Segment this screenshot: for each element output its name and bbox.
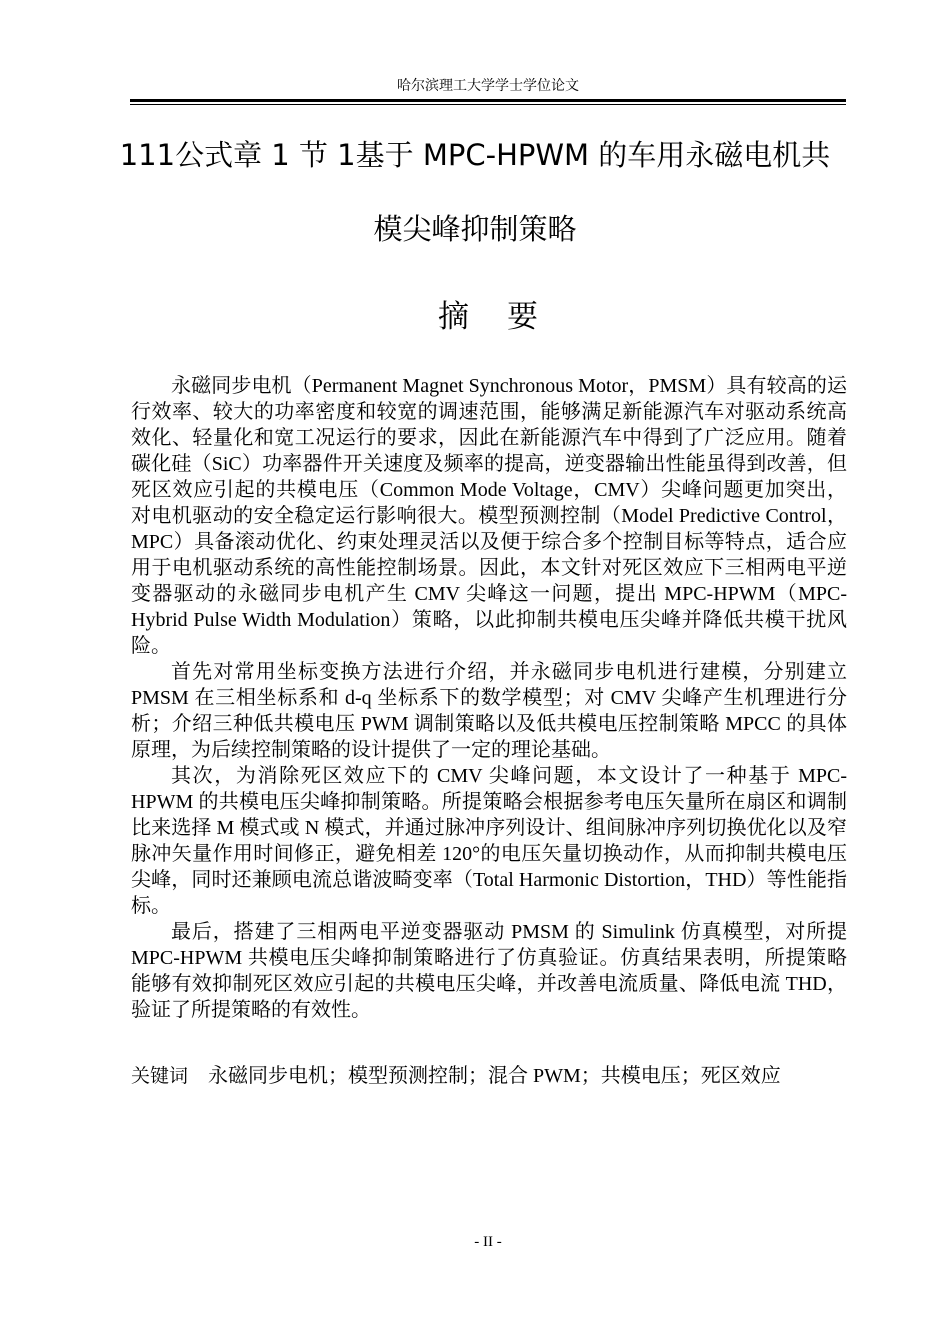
keywords-label: 关键词	[131, 1065, 189, 1087]
keywords-block	[131, 1063, 847, 1089]
header-rule-thin	[130, 104, 846, 105]
abstract-paragraph-1: 永磁同步电机（Permanent Magnet Synchronous Motor，PMSM）具有较高的运行效率、较大的功率密度和较宽的调速范围，能够满足新能源汽车对驱动系统高效化、轻量化和宽工况运行的要求，因此在新能源汽车中得到了广泛应用。随着碳化硅（SiC）功率器件开关速度及频率的提高，逆变器输出性能虽得到改善，但死区效应引起的共模电压（Common Mode Voltage，CMV）尖峰问题更加突出，对电机驱动的安全稳定运行影响很大。模型预测控制（Model Predictive Control，MPC）具备滚动优化、约束处理灵活以及便于综合多个控制目标等特点，适合应用于电机驱动系统的高性能控制场景。因此，本文针对死区效应下三相两电平逆变器驱动的永磁同步电机产生 CMV 尖峰这一问题，提出 MPC-HPWM（MPC-Hybrid Pulse Width Modulation）策略，以此抑制共模电压尖峰并降低共模干扰风险。	[131, 375, 847, 657]
abstract-paragraph-3: 其次，为消除死区效应下的 CMV 尖峰问题，本文设计了一种基于 MPC-HPWM 的共模电压尖峰抑制策略。所提策略会根据参考电压矢量所在扇区和调制比来选择 M 模式或 N 模式，并通过脉冲序列设计、组间脉冲序列切换优化以及窄脉冲矢量作用时间修正，避免相差 120°的电压矢量切换动作，从而抑制共模电压尖峰，同时还兼顾电流总谐波畸变率（Total Harmonic Distortion，THD）等性能指标。	[131, 765, 847, 917]
abstract-paragraph-2: 首先对常用坐标变换方法进行介绍，并永磁同步电机进行建模，分别建立 PMSM 在三相坐标系和 d-q 坐标系下的数学模型；对 CMV 尖峰产生机理进行分析；介绍三种低共模电压 PWM 调制策略以及低共模电压控制策略 MPCC 的具体原理，为后续控制策略的设计提供了一定的理论基础。	[131, 661, 847, 761]
thesis-title-line-1: 111公式章 1 节 1基于 MPC-HPWM 的车用永磁电机共	[119, 138, 831, 172]
header-rule-thick	[130, 99, 846, 102]
thesis-title-line-2: 模尖峰抑制策略	[373, 212, 577, 246]
keywords-text: 永磁同步电机；模型预测控制；混合 PWM；共模电压；死区效应	[208, 1065, 781, 1087]
abstract-heading: 摘要	[438, 299, 576, 335]
abstract-paragraph-4: 最后，搭建了三相两电平逆变器驱动 PMSM 的 Simulink 仿真模型，对所提 MPC-HPWM 共模电压尖峰抑制策略进行了仿真验证。仿真结果表明，所提策略能够有效抑制死区效应引起的共模电压尖峰，并改善电流质量、降低电流 THD，验证了所提策略的有效性。	[131, 921, 847, 1021]
page-number: - II -	[474, 1234, 502, 1250]
running-header: 哈尔滨理工大学学士学位论文	[397, 79, 579, 94]
abstract-body	[131, 373, 847, 1023]
